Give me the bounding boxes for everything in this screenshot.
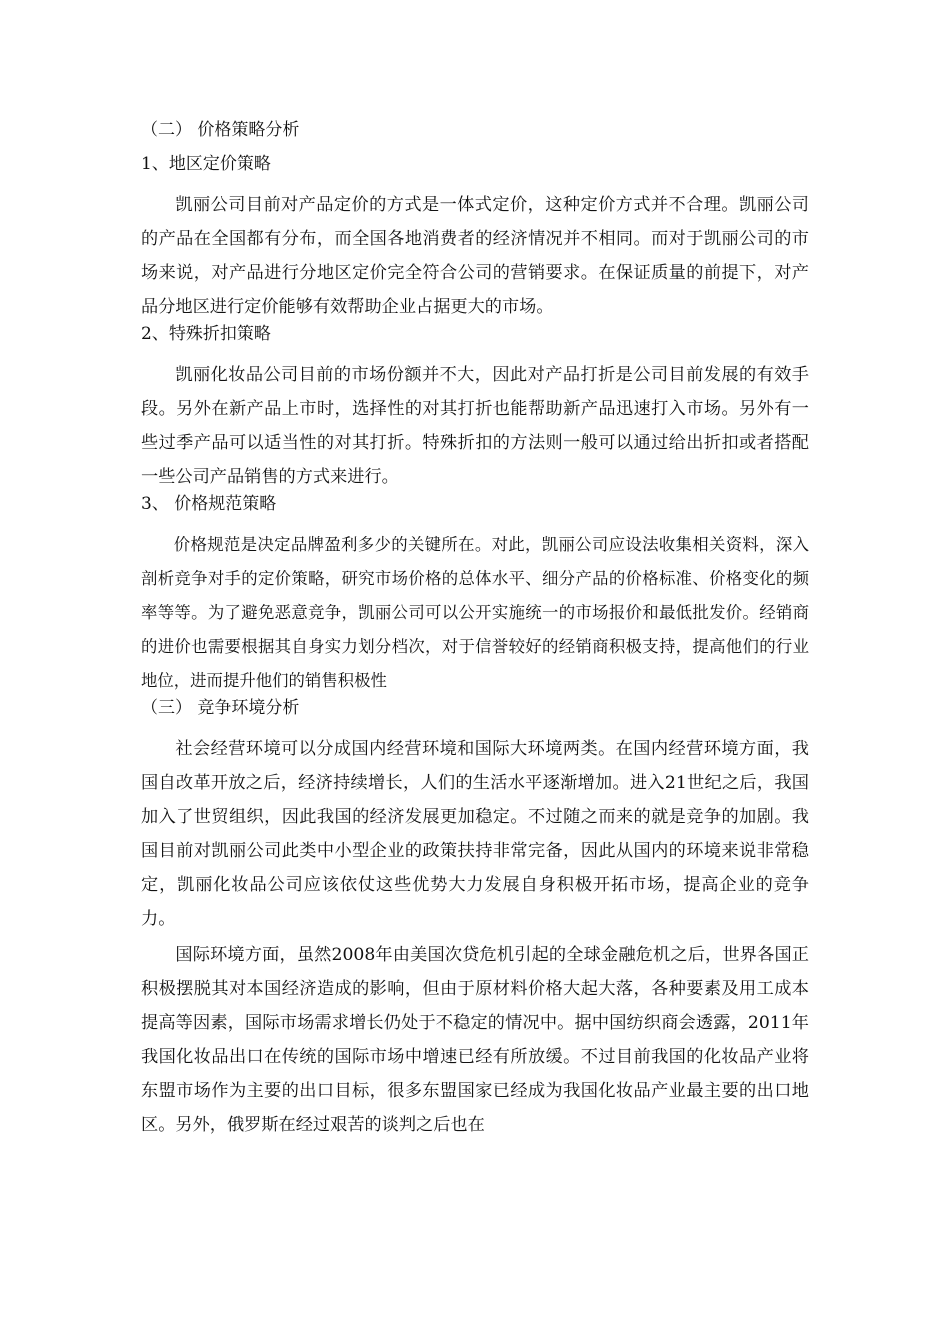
subheading-regional-pricing: 1、地区定价策略 — [141, 154, 271, 174]
section-heading-competition-environment: （三） 竞争环境分析 — [141, 698, 300, 718]
section-heading-price-strategy: （二） 价格策略分析 — [141, 120, 300, 140]
subheading-price-regulation: 3、 价格规范策略 — [141, 494, 277, 514]
paragraph-special-discount: 凯丽化妆品公司目前的市场份额并不大，因此对产品打折是公司目前发展的有效手段。另外在新产品上市时，选择性的对其打折也能帮助新产品迅速打入市场。另外有一些过季产品可以适当性的对其打折。特殊折扣的方法则一般可以通过给出折扣或者搭配一些公司产品销售的方式来进行。 — [141, 365, 809, 487]
paragraph-price-regulation: 价格规范是决定品牌盈利多少的关键所在。对此，凯丽公司应设法收集相关资料，深入剖析竞争对手的定价策略，研究市场价格的总体水平、细分产品的价格标准、价格变化的频率等等。为了避免恶意竞争，凯丽公司可以公开实施统一的市场报价和最低批发价。经销商的进价也需要根据其自身实力划分档次，对于信誉较好的经销商积极支持，提高他们的行业地位，进而提升他们的销售积极性 — [141, 535, 809, 690]
paragraph-domestic-environment: 社会经营环境可以分成国内经营环境和国际大环境两类。在国内经营环境方面，我国自改革开放之后，经济持续增长，人们的生活水平逐渐增加。进入21世纪之后，我国加入了世贸组织，因此我国的经济发展更加稳定。不过随之而来的就是竞争的加剧。我国目前对凯丽公司此类中小型企业的政策扶持非常完备，因此从国内的环境来说非常稳定，凯丽化妆品公司应该依仗这些优势大力发展自身积极开拓市场，提高企业的竞争力。 — [141, 739, 809, 929]
paragraph-regional-pricing: 凯丽公司目前对产品定价的方式是一体式定价，这种定价方式并不合理。凯丽公司的产品在全国都有分布，而全国各地消费者的经济情况并不相同。而对于凯丽公司的市场来说，对产品进行分地区定价完全符合公司的营销要求。在保证质量的前提下，对产品分地区进行定价能够有效帮助企业占据更大的市场。 — [141, 195, 809, 317]
document-body — [141, 120, 809, 1142]
paragraph-international-environment: 国际环境方面，虽然2008年由美国次贷危机引起的全球金融危机之后，世界各国正积极摆脱其对本国经济造成的影响，但由于原材料价格大起大落，各种要素及用工成本提高等因素，国际市场需求增长仍处于不稳定的情况中。据中国纺织商会透露，2011年我国化妆品出口在传统的国际市场中增速已经有所放缓。不过目前我国的化妆品产业将东盟市场作为主要的出口目标，很多东盟国家已经成为我国化妆品产业最主要的出口地区。另外，俄罗斯在经过艰苦的谈判之后也在 — [141, 945, 809, 1135]
subheading-special-discount: 2、特殊折扣策略 — [141, 324, 271, 344]
